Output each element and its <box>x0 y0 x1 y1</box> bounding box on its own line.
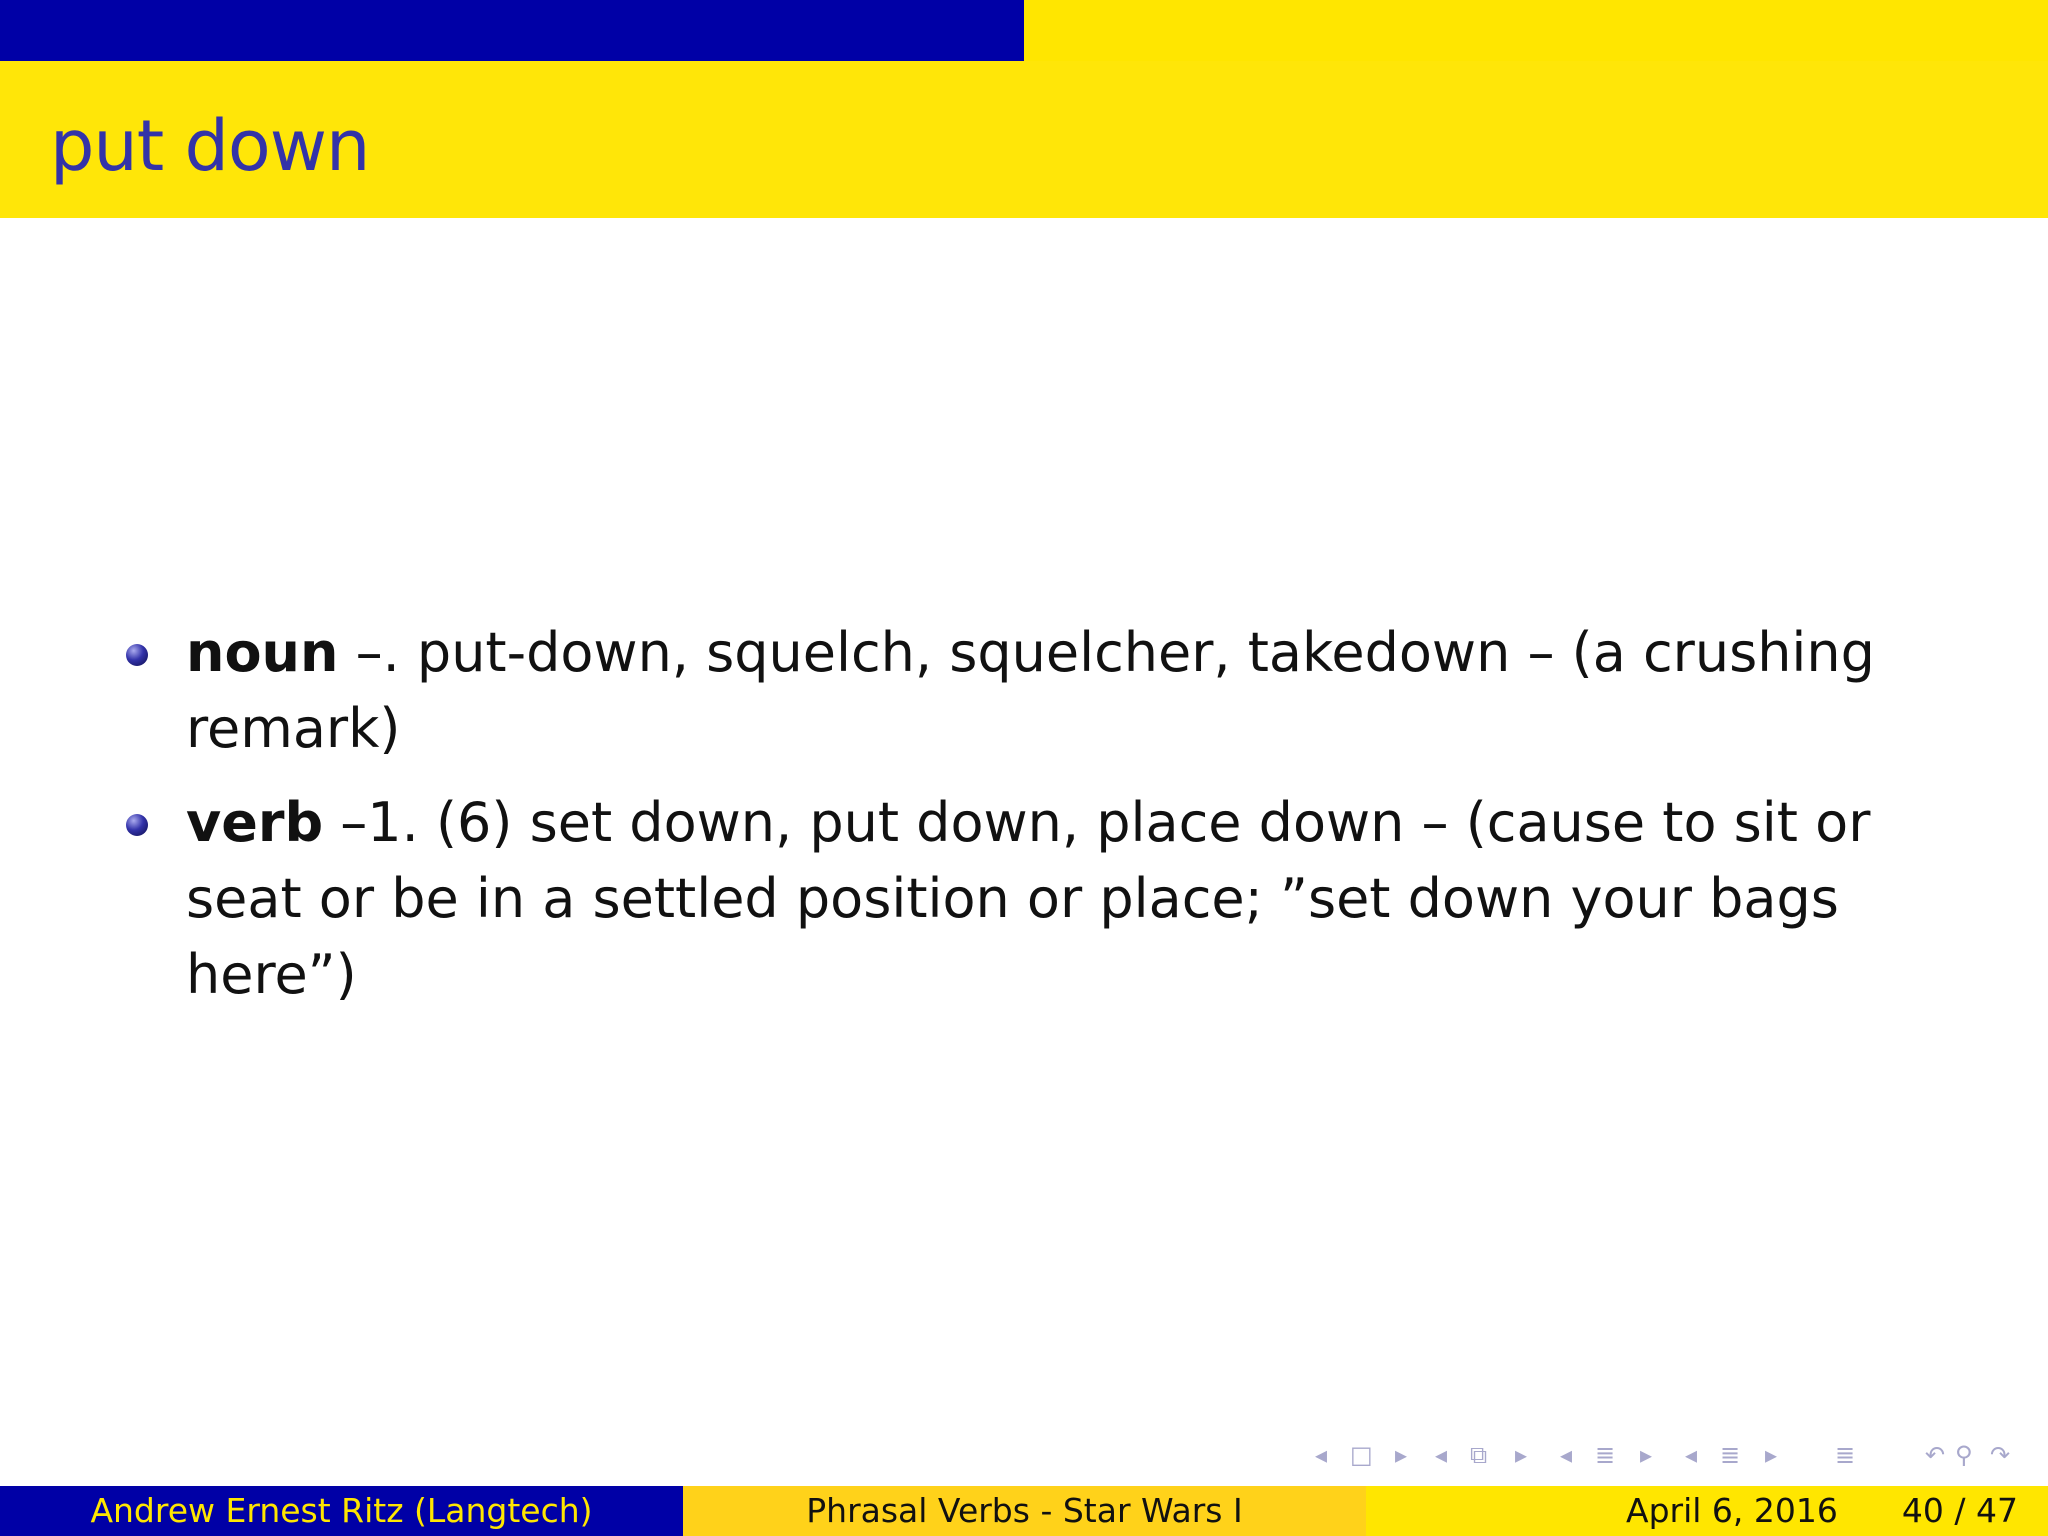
footer-title: Phrasal Verbs - Star Wars I <box>683 1486 1366 1536</box>
outline-icon[interactable]: ≣ <box>1835 1441 1856 1469</box>
next-section-arrow-icon[interactable]: ▸ <box>1765 1441 1778 1469</box>
footline <box>0 1486 2048 1536</box>
definition-text: –1. (6) set down, put down, place down – (cause to sit or seat or be in a settled position or place; ”set down your bags here”) <box>186 791 1871 1006</box>
navigation-symbols <box>1310 1440 2030 1470</box>
next-frame-arrow-icon[interactable]: ▸ <box>1515 1441 1528 1469</box>
frame-icon[interactable]: ⧉ <box>1470 1441 1488 1469</box>
prev-frame-arrow-icon[interactable]: ◂ <box>1435 1441 1448 1469</box>
back-icon[interactable]: ↶ <box>1925 1441 1946 1469</box>
search-icon[interactable]: ⚲ <box>1955 1441 1973 1469</box>
next-slide-arrow-icon[interactable]: ▸ <box>1395 1441 1408 1469</box>
list-item <box>120 615 1980 767</box>
frame-title-bar <box>0 61 2048 218</box>
bullet-ball-icon <box>126 644 148 666</box>
headline-bar <box>0 0 2048 61</box>
slide-icon[interactable]: □ <box>1350 1441 1373 1469</box>
prev-subsection-arrow-icon[interactable]: ◂ <box>1560 1441 1573 1469</box>
section-icon[interactable]: ≣ <box>1720 1441 1741 1469</box>
footer-date-page <box>1366 1486 2048 1536</box>
prev-slide-arrow-icon[interactable]: ◂ <box>1315 1441 1328 1469</box>
page-number: 40 / 47 <box>1901 1491 2018 1530</box>
subsection-icon[interactable]: ≣ <box>1595 1441 1616 1469</box>
forward-icon[interactable]: ↷ <box>1990 1441 2011 1469</box>
footer-date: April 6, 2016 <box>1626 1491 1838 1530</box>
list-item <box>120 785 1980 1013</box>
headline-blue-strip <box>0 0 1024 61</box>
part-of-speech: verb <box>186 791 324 854</box>
bullet-ball-icon <box>126 814 148 836</box>
next-subsection-arrow-icon[interactable]: ▸ <box>1640 1441 1653 1469</box>
part-of-speech: noun <box>186 621 339 684</box>
frame-title: put down <box>50 105 370 187</box>
footer-author: Andrew Ernest Ritz (Langtech) <box>0 1486 683 1536</box>
frame-content <box>120 615 1980 1031</box>
definition-text: –. put-down, squelch, squelcher, takedown – (a crushing remark) <box>186 621 1875 760</box>
prev-section-arrow-icon[interactable]: ◂ <box>1685 1441 1698 1469</box>
